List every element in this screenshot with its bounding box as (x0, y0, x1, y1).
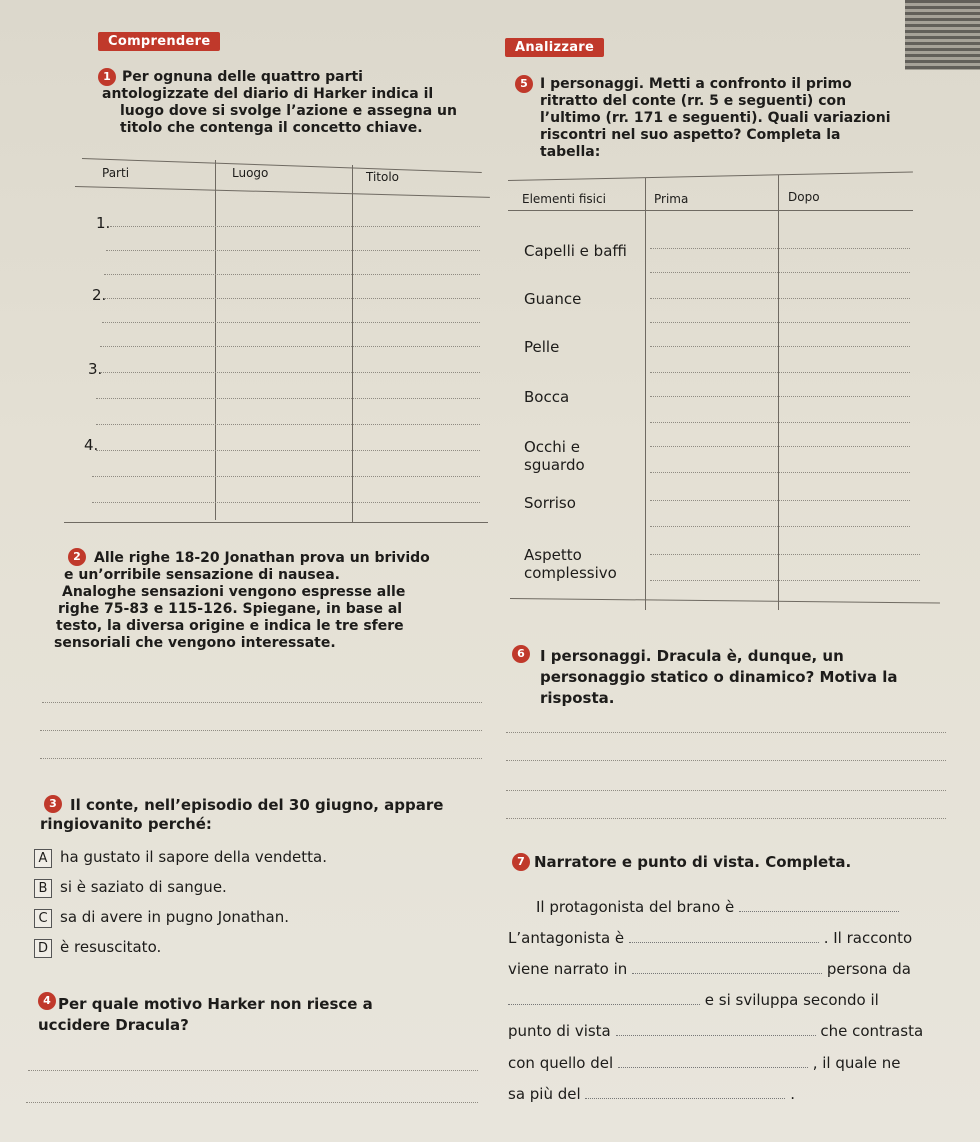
option-c-box: C (34, 909, 52, 928)
question-6-text (540, 646, 960, 709)
corner-decoration (905, 0, 980, 70)
q1-line-2: antologizzate del diario di Harker indica il (102, 86, 434, 102)
q4-line-2: uccidere Dracula? (38, 1016, 189, 1034)
row-label-3: 3. (88, 360, 103, 378)
option-a[interactable] (34, 848, 327, 868)
answer-line[interactable] (40, 730, 482, 731)
q5-line-1: I personaggi. Metti a confronto il primo (540, 76, 852, 92)
q1-line-4: titolo che contenga il concetto chiave. (120, 120, 423, 136)
col-header-prima: Prima (654, 192, 689, 206)
q2-line-3: Analoghe sensazioni vengono espresse alle (62, 584, 406, 600)
blank[interactable] (629, 942, 819, 943)
row-bocca: Bocca (524, 388, 570, 406)
row-pelle: Pelle (524, 338, 560, 356)
fill-in-punto-di-vista (508, 1022, 968, 1040)
row-guance: Guance (524, 290, 582, 308)
q5-line-2: ritratto del conte (rr. 5 e seguenti) con (540, 93, 847, 109)
question-number-1: 1 (98, 68, 116, 86)
fill-in-quello-del (508, 1054, 968, 1072)
answer-line[interactable] (26, 1102, 478, 1103)
option-b-box: B (34, 879, 52, 898)
question-number-5: 5 (515, 75, 533, 93)
answer-line[interactable] (506, 760, 946, 761)
answer-line[interactable] (506, 732, 946, 733)
row-occhi-e-sguardo (524, 438, 634, 474)
question-5-text (540, 76, 960, 161)
blank[interactable] (632, 973, 822, 974)
answer-line[interactable] (40, 758, 482, 759)
row-sorriso: Sorriso (524, 494, 576, 512)
fill-in-text: . (790, 1085, 795, 1103)
col-header-parti: Parti (102, 166, 130, 180)
row-aspetto-complessivo (524, 546, 644, 582)
question-4-text (36, 994, 476, 1036)
row-aspetto-line-2: complessivo (524, 564, 617, 582)
answer-line[interactable] (506, 818, 946, 819)
q5-line-5: tabella: (540, 144, 601, 160)
answer-line[interactable] (506, 790, 946, 791)
fill-in-text: e si sviluppa secondo il (704, 991, 879, 1009)
fill-in-sa-piu-del (508, 1085, 968, 1103)
answer-line[interactable] (42, 702, 482, 703)
option-d-box: D (34, 939, 52, 958)
row-capelli-e-baffi: Capelli e baffi (524, 242, 627, 260)
option-c-text: sa di avere in pugno Jonathan. (60, 908, 289, 926)
question-7-title: Narratore e punto di vista. Completa. (534, 853, 852, 871)
fill-in-text: persona da (826, 960, 911, 978)
fill-in-sviluppa (508, 991, 958, 1009)
option-c[interactable] (34, 908, 289, 928)
fill-in-text: , il quale ne (812, 1054, 901, 1072)
fill-in-text: Il protagonista del brano è (536, 898, 735, 916)
col-header-titolo: Titolo (366, 170, 400, 184)
row-occhi-e-sguardo-line-1: Occhi e (524, 438, 580, 456)
question-2-text (54, 550, 492, 652)
q5-line-3: l’ultimo (rr. 171 e seguenti). Quali variazioni (540, 110, 891, 126)
q2-line-4: righe 75-83 e 115-126. Spiegane, in base al (58, 601, 403, 617)
q1-line-1: Per ognuna delle quattro parti (122, 69, 363, 85)
fill-in-protagonista (536, 898, 899, 916)
question-1-text (102, 69, 502, 137)
question-3-text (40, 796, 500, 834)
blank[interactable] (616, 1035, 816, 1036)
row-label-1: 1. (96, 214, 111, 232)
fill-in-text: con quello del (508, 1054, 614, 1072)
option-a-box: A (34, 849, 52, 868)
blank[interactable] (739, 911, 899, 912)
option-b[interactable] (34, 878, 227, 898)
row-label-4: 4. (84, 436, 99, 454)
question-number-3: 3 (44, 795, 62, 813)
blank[interactable] (585, 1098, 785, 1099)
row-occhi-e-sguardo-line-2: sguardo (524, 456, 585, 474)
fill-in-text: . Il racconto (823, 929, 913, 947)
q3-line-1: Il conte, nell’episodio del 30 giugno, appare (70, 796, 444, 814)
col-header-elementi-fisici: Elementi fisici (522, 192, 606, 206)
q6-line-3: risposta. (540, 689, 615, 707)
question-number-6: 6 (512, 645, 530, 663)
blank[interactable] (508, 1004, 700, 1005)
fill-in-text: sa più del (508, 1085, 581, 1103)
fill-in-text: che contrasta (820, 1022, 924, 1040)
option-d[interactable] (34, 938, 161, 958)
q2-line-2: e un’orribile sensazione di nausea. (64, 567, 340, 583)
fill-in-text: viene narrato in (508, 960, 628, 978)
option-a-text: ha gustato il sapore della vendetta. (60, 848, 327, 866)
q2-line-1: Alle righe 18-20 Jonathan prova un brivido (94, 550, 430, 566)
option-d-text: è resuscitato. (60, 938, 162, 956)
question-number-7: 7 (512, 853, 530, 871)
section-badge-analizzare: Analizzare (505, 38, 604, 57)
fill-in-text: punto di vista (508, 1022, 611, 1040)
q1-line-3: luogo dove si svolge l’azione e assegna un (120, 103, 457, 119)
blank[interactable] (618, 1067, 808, 1068)
col-header-luogo: Luogo (232, 166, 269, 180)
answer-line[interactable] (28, 1070, 478, 1071)
option-b-text: si è saziato di sangue. (60, 878, 227, 896)
q6-line-2: personaggio statico o dinamico? Motiva la (540, 668, 898, 686)
q4-line-1: Per quale motivo Harker non riesce a (58, 995, 373, 1013)
col-header-dopo: Dopo (788, 190, 820, 204)
q6-line-1: I personaggi. Dracula è, dunque, un (540, 647, 844, 665)
q2-line-5: testo, la diversa origine e indica le tre sfere (56, 618, 404, 634)
question-number-4: 4 (38, 992, 56, 1010)
section-badge-comprendere: Comprendere (98, 32, 220, 51)
fill-in-antagonista (508, 929, 958, 947)
fill-in-persona (508, 960, 958, 978)
q3-line-2: ringiovanito perché: (40, 815, 212, 833)
q2-line-6: sensoriali che vengono interessate. (54, 635, 336, 651)
q5-line-4: riscontri nel suo aspetto? Completa la (540, 127, 841, 143)
row-label-2: 2. (92, 286, 107, 304)
question-number-2: 2 (68, 548, 86, 566)
row-aspetto-line-1: Aspetto (524, 546, 582, 564)
fill-in-text: L’antagonista è (508, 929, 625, 947)
